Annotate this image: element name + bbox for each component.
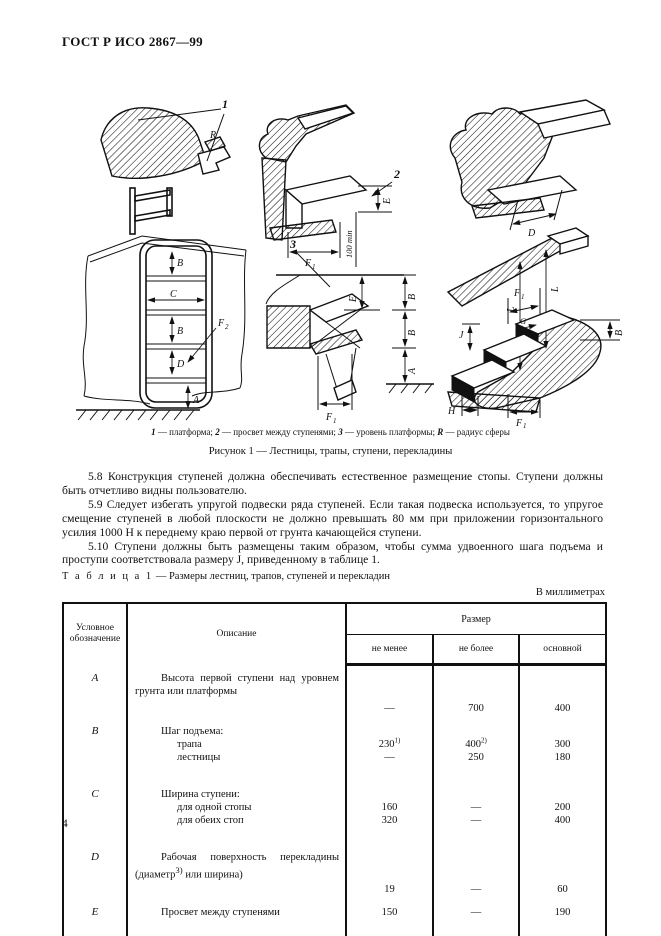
callout-2: 2	[394, 167, 400, 181]
footnote-ref: 2)	[480, 736, 487, 744]
fig-platform-section	[266, 237, 434, 425]
dim-f1b-label: F	[326, 412, 333, 423]
dim-b3-label: B	[407, 293, 418, 300]
dim-b5-label: B	[614, 329, 625, 336]
paragraph-5-9: 5.9 Следует избегать упругой подвески ряда ступеней. Если такая подвеска используется, то упругое смещение ступеней в любой плоскости не должно превышать 80 мм при приложении горизонтального усилия 1000 Н к переднему краю первой от грунта качающейся ступени.	[62, 497, 603, 539]
dim-d-label: D	[528, 228, 536, 239]
col-header-basic: основной	[519, 635, 606, 665]
dim-f1d-sub: 1	[523, 422, 527, 428]
row-description: Просвет между ступенями	[161, 906, 280, 918]
dimensions-table	[62, 602, 607, 936]
doc-code-header: ГОСТ Р ИСО 2867—99	[62, 34, 203, 49]
footnote-ref: 1)	[394, 736, 401, 744]
row-description: Шаг подъема:	[161, 725, 224, 737]
page-number: 4	[62, 818, 68, 830]
value-max: 400	[465, 738, 481, 750]
value-max: 250	[468, 751, 484, 763]
col-header-size: Размер	[346, 603, 606, 635]
dim-b2-label: B	[177, 326, 184, 337]
legend-sym-1: 1	[151, 427, 156, 437]
value-basic: 400	[554, 702, 571, 714]
legend-sym-2: 2	[215, 427, 220, 437]
value-min: —	[384, 702, 395, 714]
footnote-ref: 3)	[175, 864, 183, 875]
table-row	[63, 899, 606, 936]
callout-3: 3	[290, 237, 296, 251]
dim-h-label: H	[448, 406, 456, 417]
fig-dome-ladder	[101, 97, 230, 234]
value-max: —	[470, 801, 482, 813]
row-sub-description: лестницы	[177, 751, 221, 763]
row-symbol: A	[63, 665, 127, 718]
dim-j-label: J	[459, 330, 464, 341]
row-description: Высота первой ступени над уровнем грунта или платформы	[135, 672, 339, 697]
row-sub-description: трапа	[177, 738, 202, 750]
value-max: —	[470, 906, 482, 918]
col-header-symbol: Условное обозначение	[63, 603, 127, 665]
dim-f1b-sub: 1	[333, 417, 337, 425]
force-f2-label: F	[218, 318, 225, 329]
radius-label: R	[210, 130, 217, 141]
dim-b4-label: B	[407, 329, 418, 336]
dim-f1-sub: 1	[312, 263, 316, 271]
dim-l1-label: L	[506, 306, 517, 312]
dim-a2-label: A	[407, 367, 418, 374]
figure-legend: 1 — платформа; 2 — просвет между ступенями; 3 — уровень платформы; R — радиус сферы	[151, 427, 510, 437]
value-basic: 60	[557, 883, 568, 895]
dim-l2-label: L	[550, 286, 561, 292]
row-symbol: C	[63, 781, 127, 844]
col-header-min: не менее	[346, 635, 433, 665]
figure-1-drawings	[0, 62, 661, 428]
fig-rung-section	[450, 100, 610, 239]
callout-1: 1	[222, 97, 228, 111]
dim-100min-label: 100 min	[344, 230, 354, 258]
value-max: —	[470, 883, 482, 895]
fig-wall-ladder	[76, 236, 246, 420]
units-note: В миллиметрах	[535, 587, 605, 598]
row-symbol: B	[63, 718, 127, 781]
table-label: Т а б л и ц а 1	[62, 571, 154, 582]
col-header-max: не более	[433, 635, 519, 665]
fig-step-clearance	[259, 105, 400, 271]
table-row	[63, 718, 606, 781]
dim-e-label: E	[382, 197, 393, 204]
value-basic: 400	[554, 814, 571, 826]
row-description: Ширина ступени:	[161, 788, 240, 800]
row-symbol: D	[63, 844, 127, 899]
dim-f1d-label: F	[516, 418, 523, 428]
legend-sym-3: 3	[338, 427, 343, 437]
fig-stairs-canopy	[447, 228, 625, 428]
value-basic: 300	[554, 738, 571, 750]
dim-a-label: A	[193, 395, 200, 406]
table-row	[63, 781, 606, 844]
table-title: Т а б л и ц а 1 — Размеры лестниц, трапов, ступеней и перекладин	[62, 571, 390, 582]
table-row	[63, 665, 606, 718]
dim-f1-label: F	[305, 258, 312, 269]
dim-e2-label: E	[348, 295, 359, 302]
value-min: 160	[381, 801, 398, 813]
value-basic: 190	[554, 906, 571, 918]
value-min: 19	[384, 883, 395, 895]
value-basic: 180	[554, 751, 571, 763]
dim-d2-label: D	[177, 359, 185, 370]
col-header-description: Описание	[127, 603, 346, 665]
value-min: 150	[381, 906, 398, 918]
body-text	[62, 470, 603, 567]
value-max: —	[470, 814, 482, 826]
figure-caption: Рисунок 1 — Лестницы, трапы, ступени, перекладины	[208, 446, 453, 457]
dim-c-label: C	[170, 289, 177, 300]
dim-f1c-sub: 1	[521, 293, 525, 301]
paragraph-5-8: 5.8 Конструкция ступеней должна обеспечивать естественное размещение стопы. Ступени должны быть отчетливо видны пользователю.	[62, 470, 603, 497]
row-sub-description: для одной стопы	[177, 801, 252, 813]
paragraph-5-10: 5.10 Ступени должны быть размещены таким образом, чтобы сумма удвоенного шага подъема и проступи соответствовала размеру J, приведенному в таблице 1.	[62, 539, 603, 567]
value-basic: 200	[554, 801, 571, 813]
row-symbol: E	[63, 899, 127, 936]
dim-g-label: G	[520, 316, 527, 326]
dim-b1-label: B	[177, 258, 184, 269]
row-description: Рабочая поверхность перекладины (диаметр$^{3)}$ или ширина)	[135, 851, 339, 880]
row-sub-description: для обеих стоп	[177, 814, 244, 826]
value-max: 700	[468, 702, 484, 714]
value-min: 320	[381, 814, 398, 826]
value-min: 230	[378, 738, 395, 750]
legend-sym-r: R	[437, 427, 444, 437]
dim-f1c-label: F	[514, 288, 521, 299]
value-min: —	[384, 751, 395, 763]
table-row	[63, 844, 606, 899]
force-f2-sub: 2	[225, 323, 229, 331]
